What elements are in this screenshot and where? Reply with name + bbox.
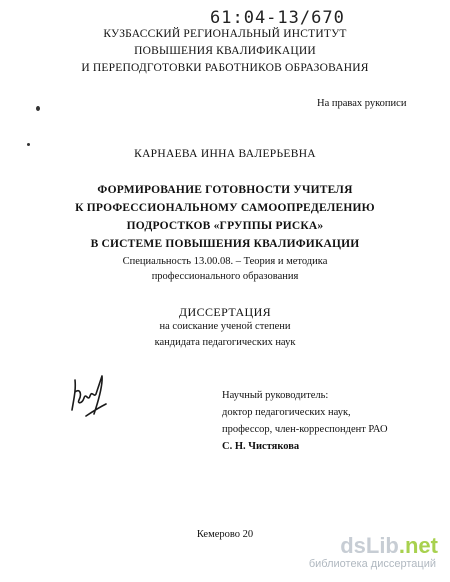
institution-line-3: И ПЕРЕПОДГОТОВКИ РАБОТНИКОВ ОБРАЗОВАНИЯ bbox=[81, 62, 369, 74]
dissertation-degree-line-2: кандидата педагогических наук bbox=[154, 337, 296, 348]
margin-mark bbox=[27, 143, 30, 146]
supervisor-degree: доктор педагогических наук, bbox=[222, 407, 351, 418]
institution-line-2: ПОВЫШЕНИЯ КВАЛИФИКАЦИИ bbox=[134, 45, 316, 57]
city-year: Кемерово 20 bbox=[196, 529, 254, 540]
dissertation-label: ДИССЕРТАЦИЯ bbox=[178, 305, 272, 319]
dslib-subtitle: библиотека диссертаций bbox=[308, 558, 436, 570]
title-line-3: ПОДРОСТКОВ «ГРУППЫ РИСКА» bbox=[126, 220, 324, 232]
dissertation-degree-line-1: на соискание ученой степени bbox=[159, 321, 291, 332]
margin-mark bbox=[36, 106, 40, 111]
specialty-line-2: профессионального образования bbox=[151, 271, 299, 282]
institution-line-1: КУЗБАССКИЙ РЕГИОНАЛЬНЫЙ ИНСТИТУТ bbox=[103, 28, 347, 40]
supervisor-label: Научный руководитель: bbox=[222, 390, 329, 401]
supervisor-name: С. Н. Чистякова bbox=[222, 441, 300, 452]
logo-main: dsLib bbox=[340, 533, 399, 558]
title-line-4: В СИСТЕМЕ ПОВЫШЕНИЯ КВАЛИФИКАЦИИ bbox=[90, 238, 360, 250]
dslib-logo bbox=[340, 533, 438, 559]
manuscript-rights-note: На правах рукописи bbox=[317, 98, 407, 109]
logo-accent: .net bbox=[398, 533, 438, 558]
title-line-2: К ПРОФЕССИОНАЛЬНОМУ САМООПРЕДЕЛЕНИЮ bbox=[75, 202, 375, 214]
author-name: КАРНАЕВА ИННА ВАЛЕРЬЕВНА bbox=[134, 148, 316, 160]
supervisor-title: профессор, член-корреспондент РАО bbox=[222, 424, 388, 435]
specialty-line-1: Специальность 13.00.08. – Теория и методика bbox=[122, 256, 328, 267]
handwritten-signature bbox=[68, 368, 116, 426]
title-line-1: ФОРМИРОВАНИЕ ГОТОВНОСТИ УЧИТЕЛЯ bbox=[97, 184, 353, 196]
archive-stamp: 61:04-13/670 bbox=[210, 8, 345, 28]
